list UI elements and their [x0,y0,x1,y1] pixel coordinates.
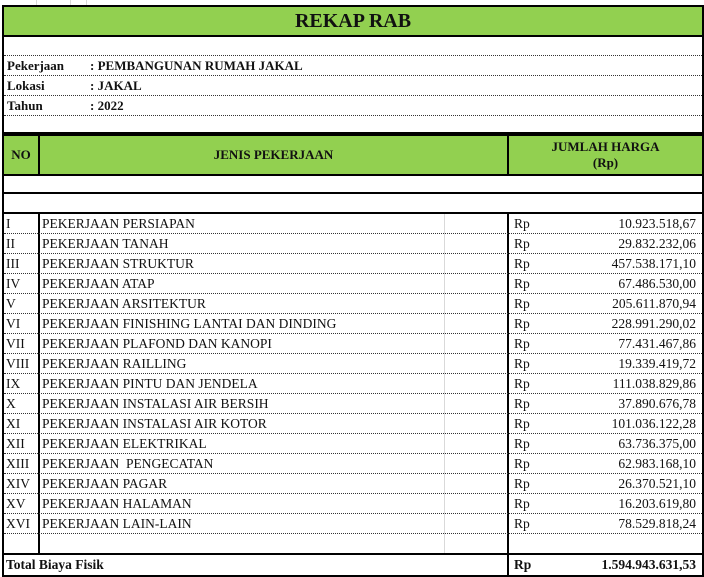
table-row[interactable] [4,374,702,394]
table-row[interactable] [4,254,702,274]
job-name: PEKERJAAN TANAH [42,236,169,251]
job-name: PEKERJAAN RAILLING [42,356,187,371]
table-row[interactable] [4,494,702,514]
currency-label: Rp [514,396,530,411]
currency-label: Rp [514,236,530,251]
blank-row[interactable] [2,174,704,194]
currency-label: Rp [514,216,530,231]
currency-label: Rp [514,436,530,451]
job-name: PEKERJAAN PENGECATAN [42,456,214,471]
currency-label: Rp [514,276,530,291]
table-row[interactable] [4,514,702,534]
column-divider [507,555,509,575]
info-row-tahun[interactable] [4,96,702,116]
header-jumlah-harga[interactable] [509,136,702,174]
amount: 37.890.676,78 [618,396,696,411]
amount: 457.538.171,10 [611,256,696,271]
amount: 77.431.467,86 [618,336,696,351]
amount: 67.486.530,00 [618,276,696,291]
row-number: IX [6,376,21,391]
table-header [2,134,704,176]
job-name: PEKERJAAN PERSIAPAN [42,216,195,231]
total-label: Total Biaya Fisik [6,557,104,572]
info-value: : PEMBANGUNAN RUMAH JAKAL [90,58,303,73]
currency-label: Rp [514,256,530,271]
amount: 205.611.870,94 [612,296,696,311]
currency-label: Rp [514,496,530,511]
currency-label: Rp [514,557,532,572]
table-row[interactable] [4,474,702,494]
job-name: PEKERJAAN PAGAR [42,476,168,491]
info-value: : 2022 [90,98,124,113]
row-number: I [6,216,11,231]
table-row[interactable] [4,234,702,254]
amount: 63.736.375,00 [618,436,696,451]
currency-label: Rp [514,476,530,491]
job-name: PEKERJAAN PLAFOND DAN KANOPI [42,336,272,351]
job-name: PEKERJAAN INSTALASI AIR BERSIH [42,396,269,411]
row-number: XVI [6,516,30,531]
rab-table [2,214,704,554]
job-name: PEKERJAAN ELEKTRIKAL [42,436,207,451]
total-row[interactable] [2,553,704,577]
row-number: VII [6,336,25,351]
info-row-lokasi[interactable] [4,76,702,96]
row-number: XII [6,436,25,451]
currency-label: Rp [514,336,530,351]
table-row[interactable] [4,354,702,374]
job-name: PEKERJAAN STRUKTUR [42,256,194,271]
info-label: Pekerjaan [7,58,65,73]
job-name: PEKERJAAN PINTU DAN JENDELA [42,376,258,391]
currency-label: Rp [514,416,530,431]
table-row[interactable] [4,214,702,234]
total-amount: 1.594.943.631,53 [601,557,696,572]
row-number: VIII [6,356,30,371]
info-row-pekerjaan[interactable] [4,56,702,76]
amount: 101.036.122,28 [611,416,696,431]
header-no[interactable]: NO [4,136,40,174]
blank-row[interactable] [4,534,702,554]
amount: 78.529.818,24 [618,516,696,531]
row-number: X [6,396,16,411]
amount: 26.370.521,10 [618,476,696,491]
row-number: XIII [6,456,30,471]
row-number: VI [6,316,21,331]
row-number: XIV [6,476,30,491]
amount: 62.983.168,10 [618,456,696,471]
table-row[interactable] [4,394,702,414]
row-number: IV [6,276,21,291]
header-jumlah-unit: (Rp) [592,155,619,170]
page-title: REKAP RAB [2,5,704,37]
row-number: XI [6,416,21,431]
row-number: II [6,236,15,251]
job-name: PEKERJAAN FINISHING LANTAI DAN DINDING [42,316,337,331]
project-info [2,35,704,134]
amount: 111.038.829,86 [612,376,696,391]
currency-label: Rp [514,456,530,471]
amount: 29.832.232,06 [618,236,696,251]
job-name: PEKERJAAN LAIN-LAIN [42,516,192,531]
header-jenis-pekerjaan[interactable]: JENIS PEKERJAAN [40,136,509,174]
table-row[interactable] [4,334,702,354]
job-name: PEKERJAAN INSTALASI AIR KOTOR [42,416,267,431]
table-row[interactable] [4,274,702,294]
blank-row[interactable] [2,194,704,214]
amount: 19.339.419,72 [618,356,696,371]
row-number: V [6,296,16,311]
amount: 228.991.290,02 [611,316,696,331]
table-row[interactable] [4,314,702,334]
currency-label: Rp [514,296,530,311]
job-name: PEKERJAAN HALAMAN [42,496,192,511]
job-name: PEKERJAAN ARSITEKTUR [42,296,206,311]
table-row[interactable] [4,414,702,434]
row-number: III [6,256,20,271]
amount: 16.203.619,80 [618,496,696,511]
job-name: PEKERJAAN ATAP [42,276,155,291]
table-row[interactable] [4,434,702,454]
info-label: Tahun [7,98,43,113]
currency-label: Rp [514,516,530,531]
blank-row [4,35,702,56]
currency-label: Rp [514,316,530,331]
row-number: XV [6,496,26,511]
header-jumlah-label: JUMLAH HARGA [551,139,660,154]
info-value: : JAKAL [90,78,142,93]
table-row[interactable] [4,294,702,314]
currency-label: Rp [514,376,530,391]
currency-label: Rp [514,356,530,371]
info-label: Lokasi [7,78,45,93]
amount: 10.923.518,67 [618,216,696,231]
table-row[interactable] [4,454,702,474]
